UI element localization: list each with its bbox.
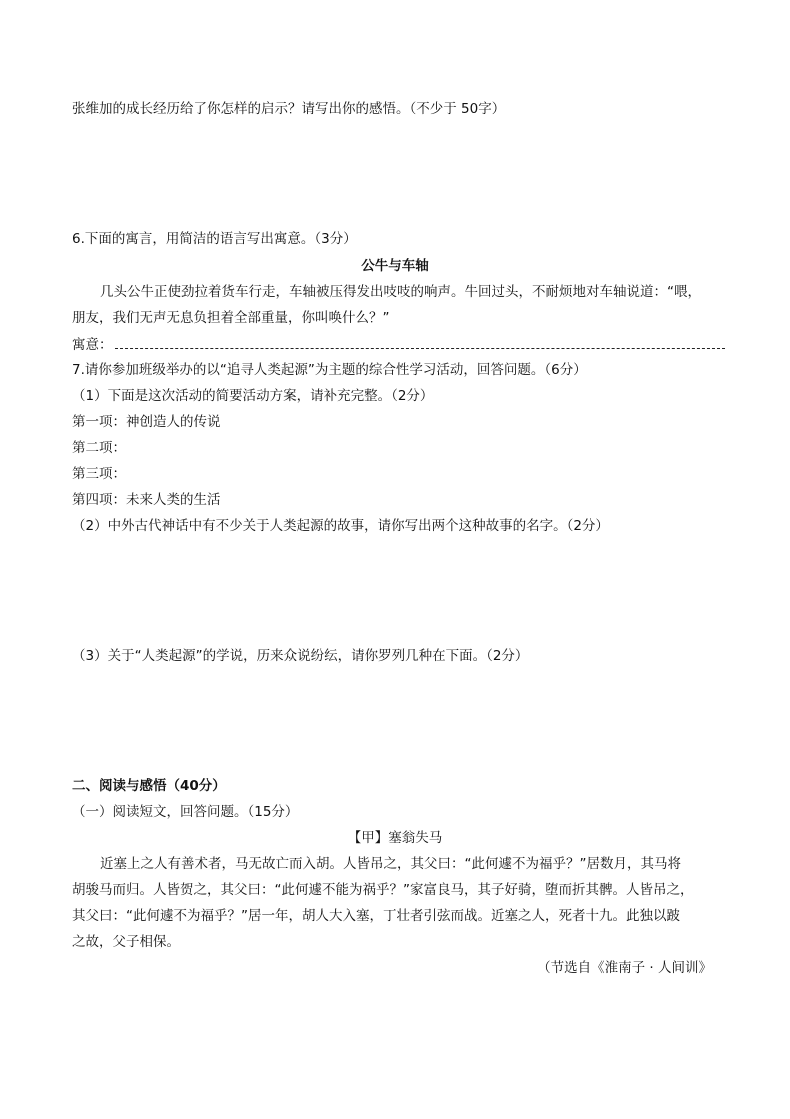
plan-item-1: 第一项：神创造人的传说: [72, 414, 221, 430]
plan-item-2: 第二项：: [72, 440, 126, 456]
q6-prompt: 6.下面的寓言，用简洁的语言写出寓意。（3分）: [72, 231, 357, 247]
passage-line-2: 胡骏马而归。人皆贺之，其父曰：“此何遽不能为祸乎？”家富良马，其子好骑，堕而折其髀。人皆吊之，: [72, 882, 694, 898]
q7-sub2: （2）中外古代神话中有不少关于人类起源的故事，请你写出两个这种故事的名字。（2分）: [72, 518, 609, 534]
q7-prompt: 7.请你参加班级举办的以“追寻人类起源”为主题的综合性学习活动，回答问题。（6分）: [72, 362, 587, 378]
part1-instruction: （一）阅读短文，回答问题。（15分）: [72, 804, 299, 820]
plan-item-3: 第三项：: [72, 466, 126, 482]
passage-line-1: 近塞上之人有善术者，马无故亡而入胡。人皆吊之，其父曰：“此何遽不为福乎？”居数月，其马将: [100, 856, 681, 872]
fable-title: 公牛与车轴: [361, 258, 429, 274]
moral-answer-line[interactable]: [72, 334, 725, 355]
moral-label: 寓意：: [72, 337, 113, 353]
section-heading: 二、阅读与感悟（40分）: [72, 778, 226, 794]
passage-source: （节选自《淮南子 · 人间训》: [537, 960, 712, 976]
passage-line-3: 其父曰：“此何遽不为福乎？”居一年，胡人大入塞，丁壮者引弦而战。近塞之人，死者十九。此独以跛: [72, 908, 680, 924]
q7-sub1: （1）下面是这次活动的简要活动方案，请补充完整。（2分）: [72, 388, 434, 404]
q7-sub3: （3）关于“人类起源”的学说，历来众说纷纭，请你罗列几种在下面。（2分）: [72, 648, 529, 664]
fable-paragraph-line-2: 朋友，我们无声无息负担着全部重量，你叫唤什么？”: [72, 310, 390, 326]
q5-prompt: 张维加的成长经历给了你怎样的启示？请写出你的感悟。（不少于 50字）: [72, 101, 506, 117]
passage-line-4: 之故，父子相保。: [72, 934, 180, 950]
passage-title: 【甲】塞翁失马: [347, 830, 443, 846]
moral-blank[interactable]: [115, 334, 725, 349]
fable-paragraph-line-1: 几头公牛正使劲拉着货车行走，车轴被压得发出吱吱的响声。牛回过头，不耐烦地对车轴说道：“喂，: [100, 284, 701, 300]
plan-item-4: 第四项：未来人类的生活: [72, 492, 221, 508]
